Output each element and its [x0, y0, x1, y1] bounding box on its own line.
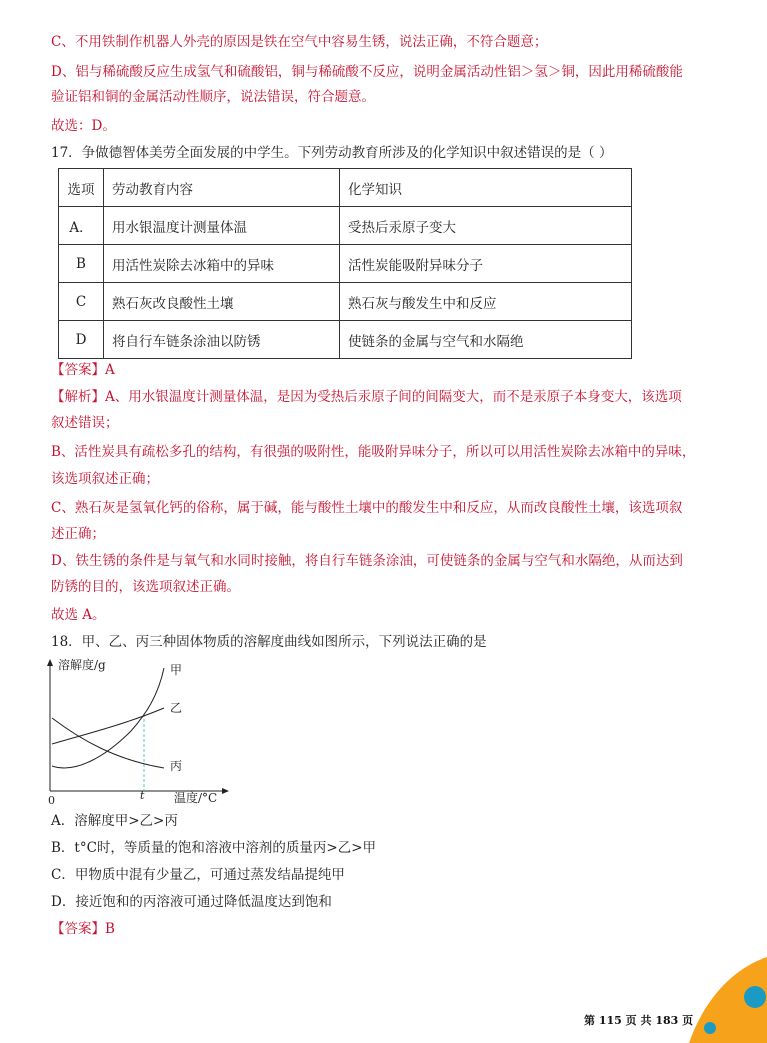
- table-row: [59, 207, 632, 245]
- t-label: t: [140, 789, 145, 802]
- q17-analysis-b-2: 该选项叙述正确；: [51, 471, 159, 487]
- table-cell: 用水银温度计测量体温: [104, 207, 340, 245]
- corner-decoration-icon: [667, 951, 767, 1043]
- table-cell: 熟石灰改良酸性土壤: [104, 283, 340, 321]
- q18-option-c: C．甲物质中混有少量乙，可通过蒸发结晶提纯甲: [51, 867, 345, 883]
- page-footer: [584, 1012, 693, 1028]
- table-cell: 受热后汞原子变大: [340, 207, 632, 245]
- origin-label: 0: [48, 794, 55, 806]
- q17-answer: 【答案】A: [51, 362, 115, 378]
- q17-analysis-d-1: D、铁生锈的条件是与氧气和水同时接触，将自行车链条涂油，可使链条的金属与空气和水隔绝，从而达到: [51, 553, 683, 569]
- curve-yi: [52, 708, 164, 744]
- q18-stem: 18．甲、乙、丙三种固体物质的溶解度曲线如图所示，下列说法正确的是: [51, 634, 487, 650]
- q17-analysis-c-1: C、熟石灰是氢氧化钙的俗称，属于碱，能与酸性土壤中的酸发生中和反应，从而改良酸性土壤，该选项叙: [51, 500, 683, 516]
- table-row: [59, 283, 632, 321]
- q16-final-choice: 故选：D。: [51, 118, 116, 134]
- curve-label-yi: 乙: [170, 701, 183, 715]
- table-cell: C: [59, 283, 104, 321]
- table-cell: 活性炭能吸附异味分子: [340, 245, 632, 283]
- table-cell: 使链条的金属与空气和水隔绝: [340, 321, 632, 359]
- table-cell: 熟石灰与酸发生中和反应: [340, 283, 632, 321]
- q17-analysis-b-1: B、活性炭具有疏松多孔的结构，有很强的吸附性，能吸附异味分子，所以可以用活性炭除去冰箱中的异味，: [51, 444, 696, 460]
- current-page-number: 115: [598, 1014, 622, 1027]
- q17-final-choice: 故选 A。: [51, 607, 106, 623]
- table-header-cell: 劳动教育内容: [104, 169, 340, 207]
- footer-prefix: 第: [584, 1014, 595, 1027]
- table-row: [59, 245, 632, 283]
- table-cell: A．: [59, 207, 104, 245]
- y-axis-label: 溶解度/g: [58, 658, 106, 672]
- q17-analysis-a-2: 叙述错误；: [51, 415, 119, 431]
- q18-answer: 【答案】B: [51, 921, 115, 937]
- curve-bing: [52, 718, 164, 768]
- table-header-cell: 选项: [59, 169, 104, 207]
- solubility-graph: [36, 656, 236, 806]
- curve-label-jia: 甲: [170, 663, 183, 677]
- q16-option-d-explanation-2: 验证铝和铜的金属活动性顺序，说法错误，符合题意。: [51, 89, 375, 105]
- table-header-row: [59, 169, 632, 207]
- table-cell: D: [59, 321, 104, 359]
- table-cell: 将自行车链条涂油以防锈: [104, 321, 340, 359]
- q17-options-table: [58, 168, 632, 359]
- q16-option-d-explanation-1: D、铝与稀硫酸反应生成氢气和硫酸铝，铜与稀硫酸不反应，说明金属活动性铝＞氢＞铜，因此用稀硫酸能: [51, 64, 683, 80]
- x-axis-label: 温度/°C: [174, 791, 218, 805]
- total-page-count: 183: [655, 1014, 679, 1027]
- table-header-cell: 化学知识: [340, 169, 632, 207]
- curve-jia: [52, 668, 164, 768]
- q16-option-c-explanation: C、不用铁制作机器人外壳的原因是铁在空气中容易生锈，说法正确，不符合题意；: [51, 34, 548, 50]
- q17-analysis-d-2: 防锈的目的，该选项叙述正确。: [51, 579, 240, 595]
- table-cell: 用活性炭除去冰箱中的异味: [104, 245, 340, 283]
- q17-analysis-a-1: 【解析】A、用水银温度计测量体温，是因为受热后汞原子间的间隔变大，而不是汞原子本身变大，该选项: [51, 389, 682, 405]
- q17-stem: 17．争做德智体美劳全面发展的中学生。下列劳动教育所涉及的化学知识中叙述错误的是（ ）: [51, 145, 613, 161]
- q17-analysis-c-2: 述正确；: [51, 526, 105, 542]
- table-row: [59, 321, 632, 359]
- curve-label-bing: 丙: [170, 759, 183, 773]
- footer-suffix: 页: [682, 1014, 694, 1027]
- table-cell: B: [59, 245, 104, 283]
- footer-mid: 页 共: [625, 1014, 652, 1027]
- q18-option-b: B．t°C时，等质量的饱和溶液中溶剂的质量丙>乙>甲: [51, 840, 377, 856]
- q18-option-a: A．溶解度甲>乙>丙: [51, 813, 178, 829]
- q18-option-d: D．接近饱和的丙溶液可通过降低温度达到饱和: [51, 894, 332, 910]
